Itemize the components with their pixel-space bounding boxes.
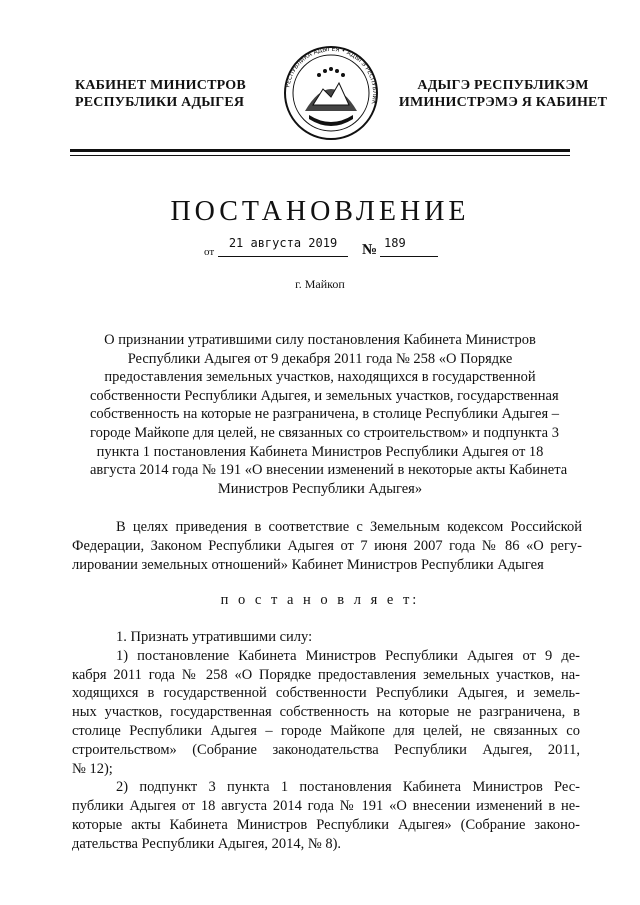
preamble xyxy=(72,518,582,575)
heading-line: пункта 1 постановления Кабинета Министров Республики Адыгея от 18 xyxy=(96,443,544,460)
resolves-word: п о с т а н о в л я е т: xyxy=(220,592,420,608)
header-right xyxy=(398,77,608,111)
header-left-line: РЕСПУБЛИКИ АДЫГЕЯ xyxy=(75,95,245,110)
body-line: ных участков, государственная собственность на которые не разграничена, в xyxy=(72,704,580,721)
body-line: 2) подпункт 3 пункта 1 постановления Кабинета Министров Рес- xyxy=(116,779,580,796)
body-line: дательства Республики Адыгея, 2014, № 8). xyxy=(72,835,342,852)
body-line: 1. Признать утратившими силу: xyxy=(116,629,313,645)
document-heading xyxy=(90,331,568,498)
header-left-line: КАБИНЕТ МИНИСТРОВ xyxy=(75,78,246,93)
body-line: 1) постановление Кабинета Министров Республики Адыгея от 9 де- xyxy=(116,647,580,664)
emblem-ring-text: РЕСПУБЛИКА АДЫГЕЯ • АДЫГЭ РЕСПУБЛИК xyxy=(284,45,379,105)
body-line: строительством» (Собрание законодательства Республики Адыгея, 2011, xyxy=(72,741,580,758)
heading-line: августа 2014 года № 191 «О внесении изменений в некоторые акты Кабинета xyxy=(90,462,568,479)
body-line: № 12); xyxy=(72,760,113,777)
heading-line: городе Майкопе для целей, не связанных со строительством» и подпункта 3 xyxy=(90,424,559,441)
document-title: ПОСТАНОВЛЕНИЕ xyxy=(170,196,470,227)
date-number-line xyxy=(0,236,640,266)
adygea-coat-of-arms-icon xyxy=(283,45,379,141)
city: г. Майкоп xyxy=(295,277,345,291)
heading-line: Республики Адыгея от 9 декабря 2011 года № 258 «О Порядке xyxy=(127,350,513,367)
header-divider-thin xyxy=(70,155,570,156)
header-left xyxy=(75,77,265,111)
heading-line: предоставления земельных участков, находящихся в государственной xyxy=(104,369,536,386)
heading-line: собственности Республики Адыгея, и земельных участков, государственная xyxy=(90,387,559,404)
body-line: ходящихся в государственной собственности Республики Адыгея, и земель- xyxy=(72,685,580,702)
from-label: от xyxy=(204,246,215,258)
heading-line: собственность на которые не разграничена, в столице Республики Адыгея – xyxy=(90,406,559,423)
date-field: 21 августа 2019 xyxy=(218,236,348,257)
header-right-line: АДЫГЭ РЕСПУБЛИКЭМ xyxy=(417,78,589,93)
heading-line: О признании утратившими силу постановления Кабинета Министров xyxy=(104,332,536,348)
number-field: 189 xyxy=(380,236,438,257)
body-line: публики Адыгея от 18 августа 2014 года № 191 «О внесении изменений в не- xyxy=(72,798,580,815)
header-right-line: ИМИНИСТРЭМЭ Я КАБИНЕТ xyxy=(398,95,608,110)
body-line: кабря 2011 года № 258 «О Порядке предоставления земельных участков, на- xyxy=(72,666,580,683)
body-line: которые акты Кабинета Министров Республики Адыгея» (Собрание законо- xyxy=(72,816,580,833)
preamble-line: В целях приведения в соответствие с Земельным кодексом Российской xyxy=(116,519,582,535)
preamble-line: Федерации, Законом Республики Адыгея от 7 июня 2007 года № 86 «О регу- xyxy=(72,538,582,554)
document-body xyxy=(72,628,580,854)
body-line: столице Республики Адыгея – городе Майкопе для целей, не связанных со xyxy=(72,722,580,739)
preamble-line: лировании земельных отношений» Кабинет Министров Республики Адыгея xyxy=(72,557,544,573)
number-label: № xyxy=(362,242,378,258)
header-divider-thick xyxy=(70,149,570,152)
heading-line: Министров Республики Адыгея» xyxy=(217,480,423,497)
